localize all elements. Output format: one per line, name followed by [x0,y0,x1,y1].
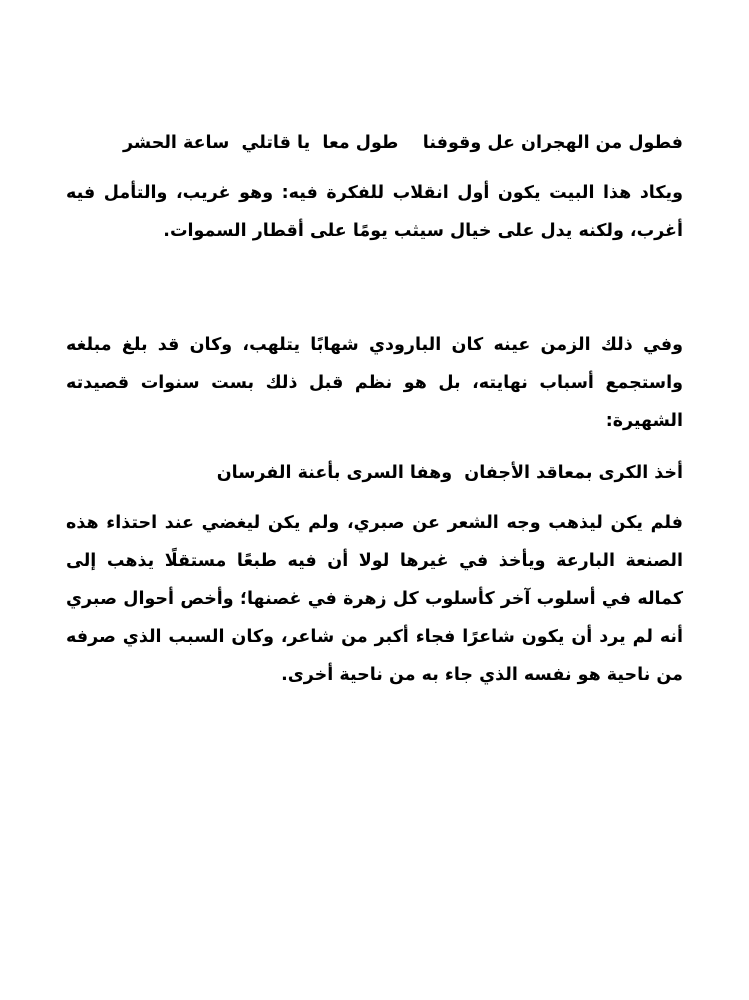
paragraph-3: فلم يكن ليذهب وجه الشعر عن صبري، ولم يكن ليغضي عند احتذاء هذه الصنعة البارعة ويأخذ في غيرها لولا أن فيه طبعًا مستقلًا يذهب إلى كماله في أسلوب آخر كأسلوب كل زهرة في غصنها؛ وأخص أحوال صبري أنه لم يرد أن يكون شاعرًا فجاء أكبر من شاعر، وكان السبب الذي صرفه من ناحية هو نفسه الذي جاء به من ناحية أخرى. [66,513,683,685]
verse-line-2: أخذ الكرى بمعاقد الأجفان وهفا السرى بأعنة الفرسان [216,463,683,483]
document-body [66,124,683,694]
spacer [66,440,683,454]
verse-line-1: فطول من الهجران عل وقوفنا طول معا يا قاتلي ساعة الحشر [123,133,683,153]
paragraph-1: ويكاد هذا البيت يكون أول انقلاب للفكرة فيه: وهو غريب، والتأمل فيه أغرب، ولكنه يدل على خيال سيثب يومًا على أقطار السموات. [66,183,683,241]
spacer [66,162,683,174]
spacer [66,250,683,326]
spacer [66,492,683,504]
paragraph-2: وفي ذلك الزمن عينه كان البارودي شهابًا يتلهب، وكان قد بلغ مبلغه واستجمع أسباب نهايته، بل هو نظم قبل ذلك بست سنوات قصيدته الشهيرة: [66,335,683,431]
